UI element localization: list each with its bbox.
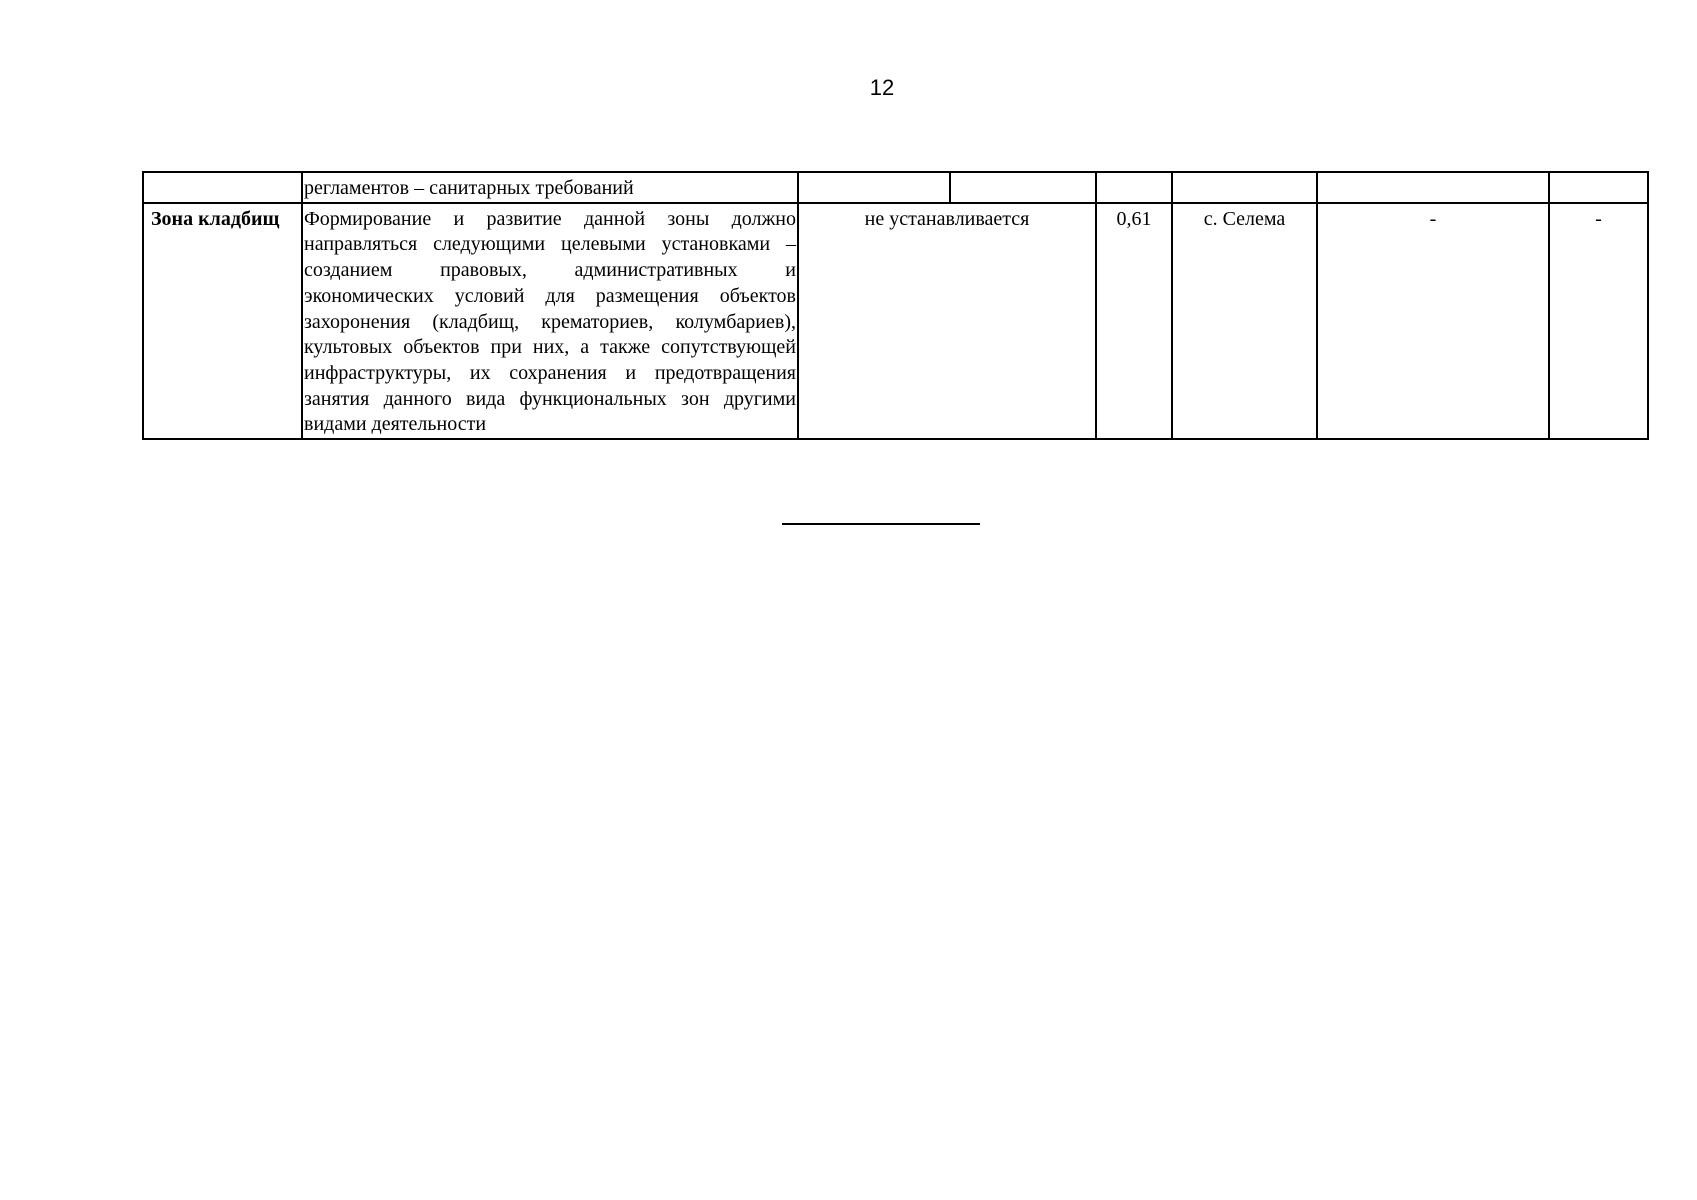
cell-zone-description: Формирование и развитие данной зоны должно направляться следующими целевыми установками – созданием правовых, административных и экономических условий для размещения объектов захоронения (кладбищ, крематориев, колумбариев), культовых объектов при них, а также сопутствующей инфраструктуры, их сохранения и предотвращения занятия данного вида функциональных зон другими видами деятельности bbox=[302, 203, 798, 439]
table-row-cemetery-zone bbox=[143, 203, 1648, 439]
cell-empty bbox=[1549, 172, 1648, 203]
cell-location: с. Селема bbox=[1172, 203, 1317, 439]
zones-table bbox=[142, 171, 1649, 440]
closing-rule bbox=[782, 523, 980, 525]
cell-parameter: не устанавливается bbox=[798, 203, 1096, 439]
cell-empty bbox=[1096, 172, 1172, 203]
cell-description-continuation: регламентов – санитарных требований bbox=[302, 172, 798, 203]
cell-empty bbox=[1317, 172, 1549, 203]
cell-empty bbox=[950, 172, 1096, 203]
cell-empty bbox=[798, 172, 950, 203]
table-row-continuation bbox=[143, 172, 1648, 203]
cell-area: 0,61 bbox=[1096, 203, 1172, 439]
cell-col-7: - bbox=[1317, 203, 1549, 439]
cell-zone-empty bbox=[143, 172, 302, 203]
cell-empty bbox=[1172, 172, 1317, 203]
cell-zone-name: Зона кладбищ bbox=[143, 203, 302, 439]
cell-col-8: - bbox=[1549, 203, 1648, 439]
page-number: 12 bbox=[869, 75, 895, 100]
